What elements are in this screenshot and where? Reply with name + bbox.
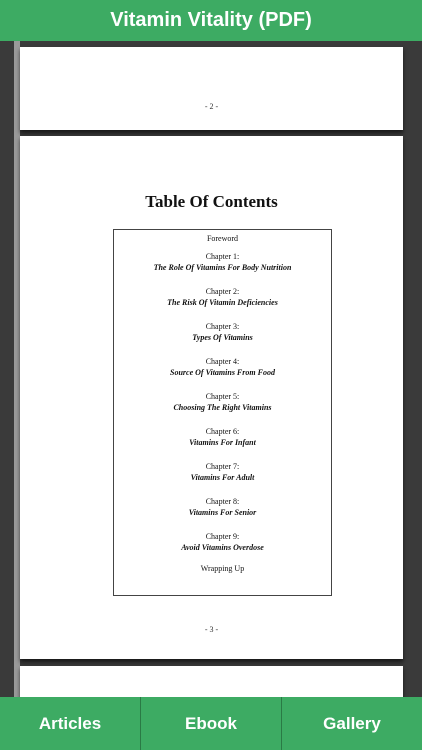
toc-heading: Table Of Contents <box>145 192 278 211</box>
toc-box <box>113 229 332 596</box>
chapter-number: Chapter 4: <box>205 357 240 366</box>
toc-chapter-9 <box>114 531 331 553</box>
chapter-title: Vitamins For Senior <box>188 508 257 517</box>
toc-chapter-8 <box>114 496 331 518</box>
chapter-number: Chapter 2: <box>205 287 240 296</box>
tab-ebook[interactable]: Ebook <box>141 697 282 750</box>
app-title-bar <box>0 0 422 41</box>
chapter-title: Avoid Vitamins Overdose <box>181 543 264 552</box>
chapter-number: Chapter 8: <box>205 497 240 506</box>
app-title: Vitamin Vitality (PDF) <box>110 9 312 31</box>
chapter-number: Chapter 3: <box>205 322 240 331</box>
tab-articles[interactable]: Articles <box>0 697 141 750</box>
toc-chapter-2 <box>114 286 331 308</box>
toc-chapter-5 <box>114 391 331 413</box>
chapter-number: Chapter 5: <box>205 392 240 401</box>
chapter-title: Vitamins For Infant <box>189 438 256 447</box>
page-number: - 2 - <box>204 102 219 111</box>
chapter-number: Chapter 6: <box>205 427 240 436</box>
toc-wrapping-up: Wrapping Up <box>200 564 245 573</box>
tab-gallery[interactable]: Gallery <box>282 697 422 750</box>
pdf-page-3[interactable] <box>20 136 403 659</box>
toc-foreword: Foreword <box>206 234 239 243</box>
pdf-page-4[interactable] <box>20 666 403 697</box>
chapter-title: The Risk Of Vitamin Deficiencies <box>167 298 278 307</box>
toc-chapter-1 <box>114 251 331 273</box>
chapter-number: Chapter 9: <box>205 532 240 541</box>
chapter-title: The Role Of Vitamins For Body Nutrition <box>153 263 292 272</box>
toc-chapter-3 <box>114 321 331 343</box>
chapter-number: Chapter 1: <box>205 252 240 261</box>
toc-chapter-4 <box>114 356 331 378</box>
pdf-viewer[interactable] <box>0 41 422 697</box>
chapter-title: Vitamins For Adult <box>190 473 255 482</box>
pdf-page-2[interactable] <box>20 47 403 130</box>
chapter-title: Types Of Vitamins <box>192 333 253 342</box>
chapter-number: Chapter 7: <box>205 462 240 471</box>
chapter-title: Choosing The Right Vitamins <box>173 403 272 412</box>
bottom-tab-bar <box>0 697 422 750</box>
page-number: - 3 - <box>204 625 219 634</box>
toc-chapter-7 <box>114 461 331 483</box>
toc-chapter-6 <box>114 426 331 448</box>
chapter-title: Source Of Vitamins From Food <box>170 368 275 377</box>
